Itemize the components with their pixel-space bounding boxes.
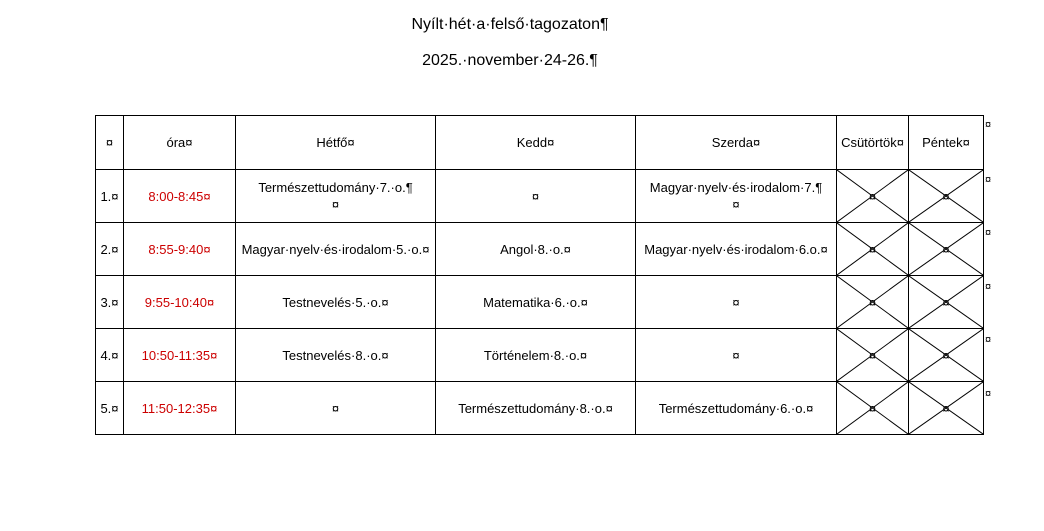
table-row bbox=[96, 170, 984, 223]
cell-text: ¤ bbox=[732, 294, 740, 310]
cell-monday bbox=[236, 223, 436, 276]
cell-thursday-crossed bbox=[837, 170, 909, 223]
row-end-mark: ¤ bbox=[985, 281, 992, 293]
cell-friday-crossed bbox=[909, 329, 984, 382]
cell-wednesday bbox=[636, 382, 837, 435]
cell-thursday-crossed bbox=[837, 382, 909, 435]
table-row bbox=[96, 223, 984, 276]
cell-tuesday bbox=[436, 382, 636, 435]
cell-text: Természettudomány·7.·o.¶ bbox=[258, 180, 413, 195]
cell-text: Történelem·8.·o.¤ bbox=[483, 347, 588, 363]
period-time: 10:50-11:35¤ bbox=[124, 329, 236, 382]
header-wednesday: Szerda¤ bbox=[636, 116, 837, 170]
cell-text: Matematika·6.·o.¤ bbox=[483, 294, 588, 310]
cell-text: ¤ bbox=[331, 400, 340, 416]
document-date: 2025.·november·24-26.¶ bbox=[422, 52, 598, 69]
row-end-mark: ¤ bbox=[985, 119, 992, 131]
cell-text: ¤ bbox=[531, 188, 540, 204]
cell-text: ¤ bbox=[868, 294, 877, 310]
cell-tuesday bbox=[436, 170, 636, 223]
cell-text: ¤ bbox=[942, 294, 950, 310]
header-tuesday: Kedd¤ bbox=[436, 116, 636, 170]
cell-text: Magyar·nyelv·és·irodalom·6.o.¤ bbox=[644, 241, 828, 257]
cell-monday bbox=[236, 170, 436, 223]
cell-text: ¤ bbox=[942, 400, 950, 416]
period-number: 1.¤ bbox=[96, 170, 124, 223]
header-hour: óra¤ bbox=[124, 116, 236, 170]
row-end-mark: ¤ bbox=[985, 174, 992, 186]
period-time: 8:00-8:45¤ bbox=[124, 170, 236, 223]
cell-text: ¤ bbox=[732, 347, 740, 363]
cell-tuesday bbox=[436, 223, 636, 276]
cell-text: Testnevelés·8.·o.¤ bbox=[282, 347, 389, 363]
cell-wednesday bbox=[636, 170, 837, 223]
cell-text: ¤ bbox=[868, 241, 877, 257]
row-end-mark: ¤ bbox=[985, 227, 992, 239]
cell-text: Természettudomány·8.·o.¤ bbox=[458, 400, 613, 416]
header-monday: Hétfő¤ bbox=[236, 116, 436, 170]
cell-wednesday bbox=[636, 223, 837, 276]
period-number: 4.¤ bbox=[96, 329, 124, 382]
document-title: Nyílt·hét·a·felső·tagozaton¶ bbox=[411, 16, 609, 33]
cell-tuesday bbox=[436, 276, 636, 329]
period-number: 3.¤ bbox=[96, 276, 124, 329]
cell-text: ¤ bbox=[868, 347, 877, 363]
cell-text: ¤ bbox=[732, 197, 740, 212]
header-number: ¤ bbox=[96, 116, 124, 170]
period-time: 9:55-10:40¤ bbox=[124, 276, 236, 329]
cell-text: Angol·8.·o.¤ bbox=[500, 241, 571, 257]
cell-monday bbox=[236, 276, 436, 329]
cell-monday bbox=[236, 329, 436, 382]
period-number: 5.¤ bbox=[96, 382, 124, 435]
table-row bbox=[96, 382, 984, 435]
table-row bbox=[96, 329, 984, 382]
period-time: 8:55-9:40¤ bbox=[124, 223, 236, 276]
cell-text: ¤ bbox=[942, 347, 950, 363]
cell-thursday-crossed bbox=[837, 276, 909, 329]
cell-friday-crossed bbox=[909, 223, 984, 276]
header-row bbox=[96, 116, 984, 170]
cell-text: ¤ bbox=[868, 188, 877, 204]
cell-wednesday bbox=[636, 329, 837, 382]
cell-text: ¤ bbox=[942, 188, 950, 204]
table-row bbox=[96, 276, 984, 329]
cell-text: Testnevelés·5.·o.¤ bbox=[282, 294, 389, 310]
cell-friday-crossed bbox=[909, 276, 984, 329]
cell-text: Természettudomány·6.·o.¤ bbox=[658, 400, 814, 416]
row-end-mark: ¤ bbox=[985, 334, 992, 346]
cell-tuesday bbox=[436, 329, 636, 382]
cell-text: Magyar·nyelv·és·irodalom·5.·o.¤ bbox=[241, 241, 430, 257]
row-end-mark: ¤ bbox=[985, 388, 992, 400]
cell-text: ¤ bbox=[331, 197, 340, 212]
cell-text: Magyar·nyelv·és·irodalom·7.¶ bbox=[649, 180, 823, 195]
cell-thursday-crossed bbox=[837, 329, 909, 382]
cell-friday-crossed bbox=[909, 382, 984, 435]
schedule-table bbox=[95, 115, 984, 435]
cell-thursday-crossed bbox=[837, 223, 909, 276]
cell-monday bbox=[236, 382, 436, 435]
cell-friday-crossed bbox=[909, 170, 984, 223]
cell-text: ¤ bbox=[942, 241, 950, 257]
period-time: 11:50-12:35¤ bbox=[124, 382, 236, 435]
period-number: 2.¤ bbox=[96, 223, 124, 276]
cell-text: ¤ bbox=[868, 400, 877, 416]
header-thursday: Csütörtök¤ bbox=[837, 116, 909, 170]
header-friday: Péntek¤ bbox=[909, 116, 984, 170]
cell-wednesday bbox=[636, 276, 837, 329]
